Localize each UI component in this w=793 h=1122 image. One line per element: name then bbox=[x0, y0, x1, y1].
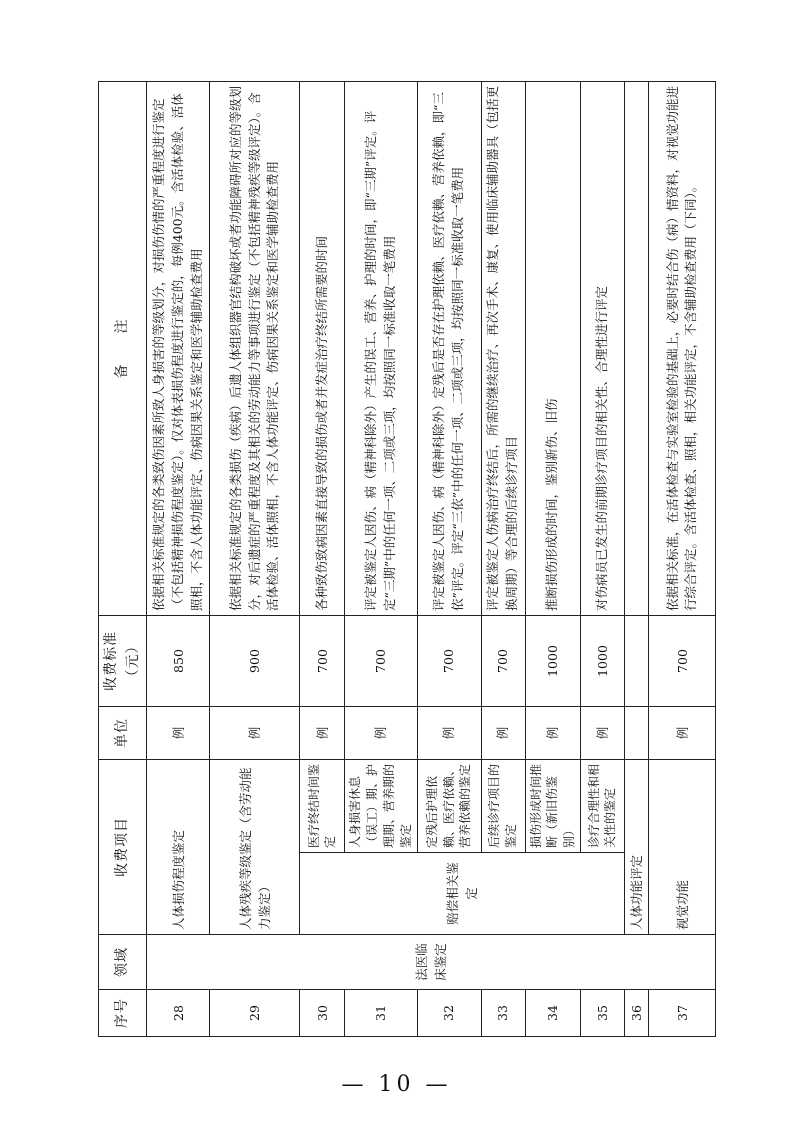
row-price: 1000 bbox=[525, 616, 580, 707]
row-unit: 例 bbox=[525, 707, 580, 760]
row-seq: 32 bbox=[417, 990, 481, 1037]
row-seq: 37 bbox=[649, 990, 716, 1037]
row-note: 对伤病员已发生的前期诊疗项目的相关性、合理性进行评定 bbox=[580, 82, 624, 616]
row-note: 推断损伤形成的时间，鉴别新伤、旧伤 bbox=[525, 82, 580, 616]
table-row bbox=[624, 82, 648, 1037]
row-unit bbox=[624, 707, 648, 760]
row-subitem: 医疗终结时间鉴定 bbox=[300, 760, 345, 853]
header-unit: 单位 bbox=[99, 707, 147, 760]
row-item: 人体功能评定 bbox=[624, 760, 648, 935]
row-price: 700 bbox=[481, 616, 525, 707]
row-unit: 例 bbox=[300, 707, 345, 760]
table-row bbox=[300, 82, 345, 1037]
row-unit: 例 bbox=[345, 707, 417, 760]
header-seq: 序号 bbox=[99, 990, 147, 1037]
header-item: 收费项目 bbox=[99, 760, 147, 935]
row-price bbox=[624, 616, 648, 707]
row-seq: 35 bbox=[580, 990, 624, 1037]
table-row bbox=[210, 82, 300, 1037]
row-unit: 例 bbox=[147, 707, 210, 760]
header-price: 收费标准（元） bbox=[99, 616, 147, 707]
row-item: 视觉功能 bbox=[649, 760, 716, 935]
row-note: 依据相关标准，在活体检查与实验室检验的基础上，必要时结合伤（病）情资料，对视觉功能进行综合评定。含活体检查、照相，相关功能评定，不含辅助检查费用（下同）。 bbox=[649, 82, 716, 616]
table-row bbox=[147, 82, 210, 1037]
row-note: 各种致伤致病因素直接导致的损伤或者并发症治疗终结所需要的时间 bbox=[300, 82, 345, 616]
row-price: 700 bbox=[300, 616, 345, 707]
row-price: 700 bbox=[417, 616, 481, 707]
row-price: 900 bbox=[210, 616, 300, 707]
row-price: 850 bbox=[147, 616, 210, 707]
row-seq: 29 bbox=[210, 990, 300, 1037]
row-note: 评定被鉴定人伤病治疗终结后，所需的继续治疗、再次手术、康复、使用临床辅助器具（包括更换周期）等合理的后续诊疗项目 bbox=[481, 82, 525, 616]
row-price: 700 bbox=[649, 616, 716, 707]
row-unit: 例 bbox=[649, 707, 716, 760]
header-note: 备 注 bbox=[99, 82, 147, 616]
row-unit: 例 bbox=[417, 707, 481, 760]
rotated-table-area bbox=[98, 82, 699, 1037]
row-item: 人体损伤程度鉴定 bbox=[147, 760, 210, 935]
row-seq: 30 bbox=[300, 990, 345, 1037]
fee-table bbox=[98, 81, 716, 1037]
row-seq: 31 bbox=[345, 990, 417, 1037]
header-domain: 领域 bbox=[99, 935, 147, 990]
row-price: 700 bbox=[345, 616, 417, 707]
row-subitem: 后续诊疗项目的鉴定 bbox=[481, 760, 525, 853]
row-unit: 例 bbox=[481, 707, 525, 760]
row-subitem: 定残后护理依赖、医疗依赖、营养依赖的鉴定 bbox=[417, 760, 481, 853]
page-number: — 10 — bbox=[341, 1072, 452, 1097]
row-subitem: 诊疗合理性和相关性的鉴定 bbox=[580, 760, 624, 853]
row-note: 评定被鉴定人因伤、病（精神科除外）定残后是否存在护理依赖、医疗依赖、营养依赖，即“三依”评定。评定“三依”中的任何一项、二项或三项，均按照同一标准收取一笔费用 bbox=[417, 82, 481, 616]
row-seq: 33 bbox=[481, 990, 525, 1037]
row-seq: 28 bbox=[147, 990, 210, 1037]
domain-cell: 法医临床鉴定 bbox=[147, 935, 716, 990]
row-item: 人体残疾等级鉴定（含劳动能力鉴定） bbox=[210, 760, 300, 935]
group-cell: 赔偿相关鉴定 bbox=[300, 853, 625, 935]
row-seq: 36 bbox=[624, 990, 648, 1037]
row-unit: 例 bbox=[580, 707, 624, 760]
row-note: 依据相关标准规定的各类致伤因素所致人身损害的等级划分，对损伤伤情的严重程度进行鉴定（不包括精神损伤程度鉴定）。仅对体表损伤程度进行鉴定的，每例400元。含活体检验、活体照相，不含人体功能评定、伤病因果关系鉴定和医学辅助检查费用 bbox=[147, 82, 210, 616]
row-subitem: 人身损害休息（误工）期、护理期、营养期的鉴定 bbox=[345, 760, 417, 853]
row-seq: 34 bbox=[525, 990, 580, 1037]
row-price: 1000 bbox=[580, 616, 624, 707]
rotated-table-container bbox=[98, 82, 699, 1037]
table-row bbox=[649, 82, 716, 1037]
row-note: 评定被鉴定人因伤、病（精神科除外）产生的误工、营养、护理的时间，即“三期”评定。评定“三期”中的任何一项、二项或三项，均按照同一标准收取一笔费用 bbox=[345, 82, 417, 616]
row-note: 依据相关标准规定的各类损伤（疾病）后遗人体组织器官结构破坏或者功能障碍所对应的等级划分，对后遗症的严重程度及其相关的劳动能力等事项进行鉴定（不包括精神残疾等级评定）。含活体检验、活体照相，不含人体功能评定、伤病因果关系鉴定和医学辅助检查费用 bbox=[210, 82, 300, 616]
row-subitem: 损伤形成时间推断（新旧伤鉴别） bbox=[525, 760, 580, 853]
row-unit: 例 bbox=[210, 707, 300, 760]
row-note bbox=[624, 82, 648, 616]
